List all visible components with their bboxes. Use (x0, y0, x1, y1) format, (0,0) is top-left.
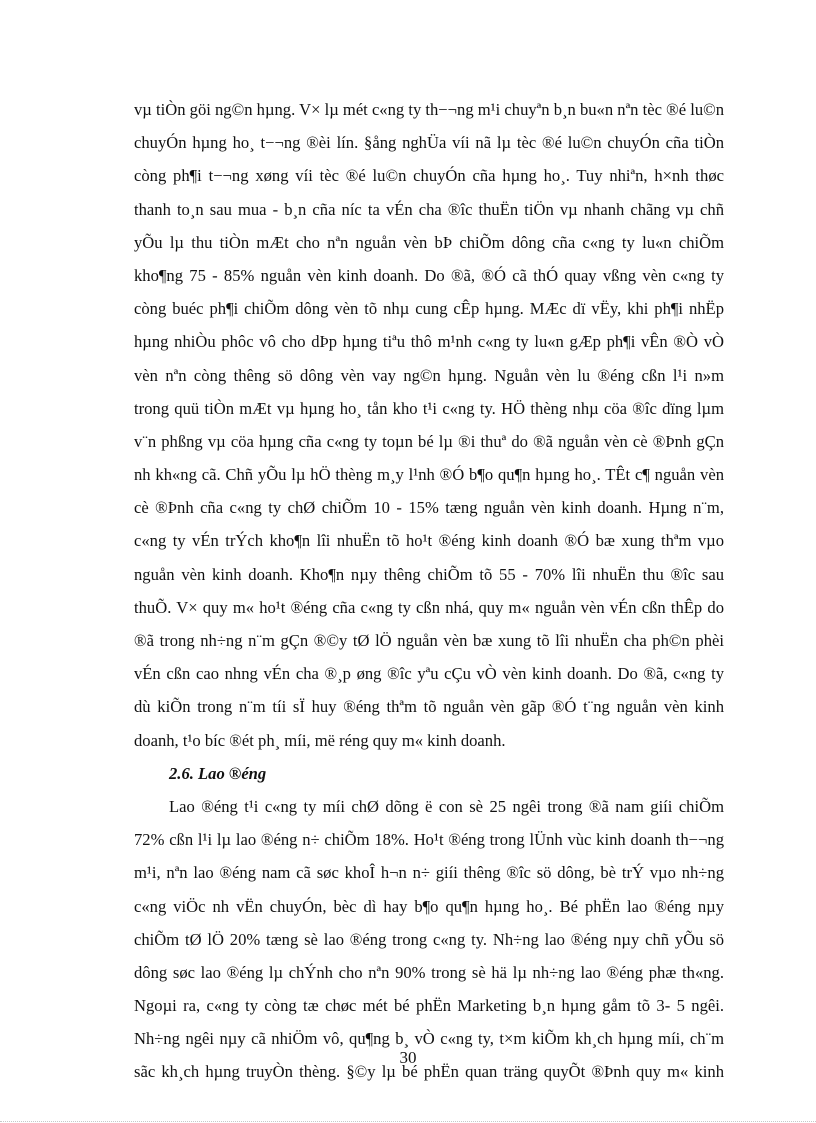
paragraph-line: nh kh«ng cã. Chñ yÕu lµ hÖ thèng m¸y l¹nh ®Ó b¶o qu¶n hµng ho¸. TÊt c¶ nguån vèn (134, 465, 724, 485)
paragraph-line: hµng nhiÒu phôc vô cho dÞp hµng tiªu thô m¹nh c«ng ty lu«n gÆp ph¶i vÊn ®Ò vÒ (134, 332, 724, 352)
paragraph-line: vµ tiÒn göi ng©n hµng. V× lµ mét c«ng ty th−¬ng m¹i chuyªn b¸n bu«n nªn tèc ®é lu©n (134, 100, 724, 119)
paragraph-line: v¨n phßng vµ cöa hµng cña c«ng ty toµn bé lµ ®i thuª do ®ã nguån vèn cè ®Þnh gÇn (134, 431, 724, 451)
section-heading: 2.6. Lao ®éng (169, 763, 267, 783)
paragraph-line: trong quü tiÒn mÆt vµ hµng ho¸ tån kho t¹i c«ng ty. HÖ thèng nhµ cöa ®îc dïng lµm (134, 398, 724, 418)
paragraph-line: 72% cßn l¹i lµ lao ®éng n÷ chiÕm 18%. Ho¹t ®éng trong lÜnh vùc kinh doanh th−¬ng (134, 830, 724, 850)
paragraph-line: chuyÓn hµng ho¸ t−¬ng ®èi lín. §ång nghÜa víi nã lµ tèc ®é lu©n chuyÓn cña tiÒn (134, 133, 724, 153)
paragraph-line: vÉn cßn cao nhng vÉn cha ®¸p øng ®îc yªu cÇu vÒ vèn kinh doanh. Do ®ã, c«ng ty (134, 664, 724, 684)
paragraph-line: chiÕm tØ lÖ 20% tæng sè lao ®éng trong c«ng ty. Nh÷ng lao ®éng nµy chñ yÕu sö (134, 929, 724, 949)
paragraph-line: yÕu lµ thu tiÒn mÆt cho nªn nguån vèn bÞ chiÕm dông cña c«ng ty lu«n chiÕm (134, 232, 724, 252)
paragraph-line: c«ng ty vÉn trÝch kho¶n lîi nhuËn tõ ho¹t ®éng kinh doanh ®Ó bæ xung thªm vµo (134, 531, 724, 551)
paragraph-line: thuÕ. V× quy m« ho¹t ®éng cña c«ng ty cßn nhá, quy m« nguån vèn vÉn cßn thÊp do (134, 597, 724, 617)
paragraph-line: sãc kh¸ch hµng truyÒn thèng. §©y lµ bé phËn quan träng quyÕt ®Þnh quy m« kinh (134, 1062, 724, 1082)
page-number: 30 (399, 1048, 417, 1067)
paragraph-line: nguån vèn kinh doanh. Kho¶n nµy thêng chiÕm tõ 55 - 70% lîi nhuËn thu ®îc sau (134, 564, 724, 584)
paragraph-line: ®ã trong nh÷ng n¨m gÇn ®©y tØ lÖ nguån vèn bæ xung tõ lîi nhuËn cha ph©n phèi (134, 631, 724, 650)
document-body (134, 93, 724, 1089)
paragraph-line: dù kiÕn trong n¨m tíi sÏ huy ®éng thªm tõ nguån vèn gãp ®Ó t¨ng nguån vèn kinh (134, 697, 724, 717)
paragraph-line: cè ®Þnh cña c«ng ty chØ chiÕm 10 - 15% tæng nguån vèn kinh doanh. Hµng n¨m, (134, 498, 724, 518)
paragraph-line: Nh÷ng ngêi nµy cã nhiÖm vô, qu¶ng b¸ vÒ c«ng ty, t×m kiÕm kh¸ch hµng míi, ch¨m (134, 1029, 724, 1049)
paragraph-line: dông søc lao ®éng lµ chÝnh cho nªn 90% trong sè hä lµ nh÷ng lao ®éng phæ th«ng. (134, 962, 724, 982)
paragraph-line: vèn nªn còng thêng sö dông vèn vay ng©n hµng. Nguån vèn lu ®éng cßn l¹i n»m (134, 365, 724, 385)
paragraph-line: kho¶ng 75 - 85% nguån vèn kinh doanh. Do ®ã, ®Ó cã thÓ quay vßng vèn c«ng ty (134, 265, 724, 285)
paragraph-line: còng buéc ph¶i chiÕm dông vèn tõ nhµ cung cÊp hµng. MÆc dï vËy, khi ph¶i nhËp (134, 299, 724, 319)
paragraph-line: c«ng viÖc nh vËn chuyÓn, bèc dì hay b¶o qu¶n hµng ho¸. Bé phËn lao ®éng nµy (134, 896, 724, 916)
paragraph-line: còng ph¶i t−¬ng xøng víi tèc ®é lu©n chuyÓn cña hµng ho¸. Tuy nhiªn, h×nh thøc (134, 166, 724, 186)
paragraph-first-line: Lao ®éng t¹i c«ng ty míi chØ dõng ë con sè 25 ngêi trong ®ã nam giíi chiÕm (169, 796, 724, 816)
paragraph-line: Ngoµi ra, c«ng ty còng tæ chøc mét bé phËn Marketing b¸n hµng gåm tõ 3- 5 ngêi. (134, 996, 724, 1016)
paragraph-line: m¹i, nªn lao ®éng nam cã søc khoÎ h¬n n÷ giíi thêng ®îc sö dông, bè trÝ vµo nh÷ng (134, 863, 724, 883)
paragraph-line: thanh to¸n sau mua - b¸n cña níc ta vÉn cha ®îc thuËn tiÖn vµ nhanh chãng vµ chñ (134, 199, 724, 219)
page-bottom-border (0, 1121, 816, 1122)
paragraph-last-line: doanh, t¹o bíc ®ét ph¸ míi, më réng quy m« kinh doanh. (134, 730, 506, 750)
